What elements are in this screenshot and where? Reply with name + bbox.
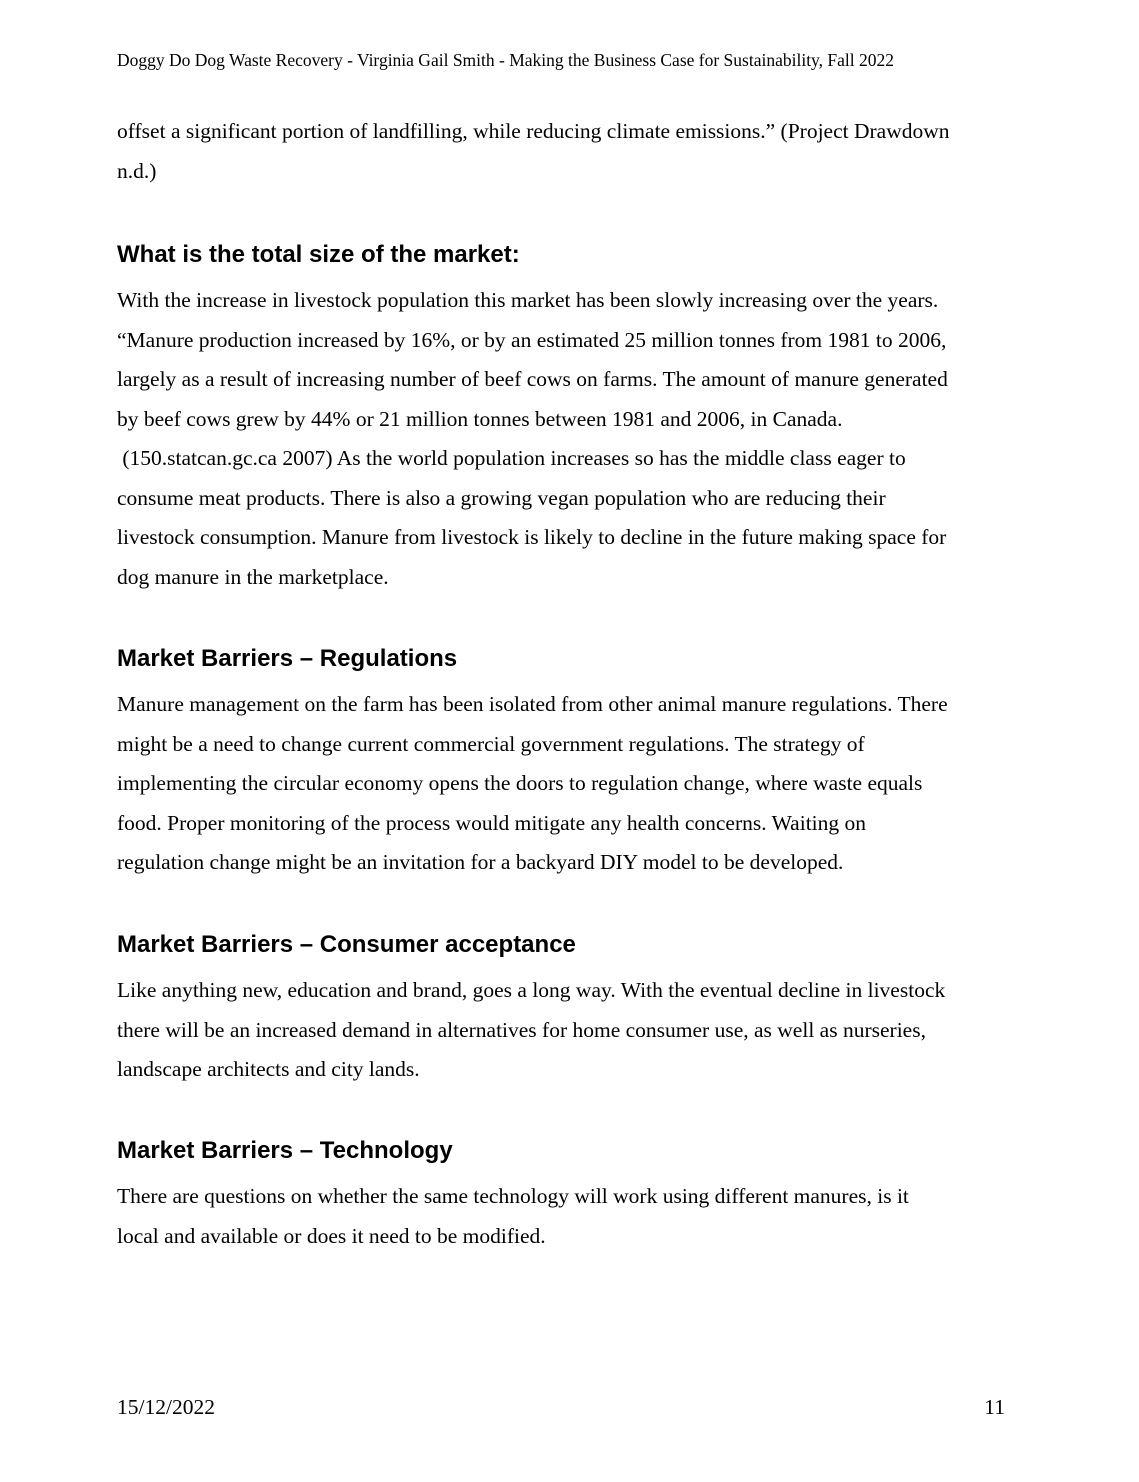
text-line: local and available or does it need to be modified.: [117, 1223, 546, 1248]
section-heading: Market Barriers – Technology: [117, 1137, 453, 1164]
section-regulations-body: [117, 685, 1007, 883]
section-market-size: [117, 240, 1007, 270]
paragraph: [117, 1177, 1007, 1256]
section-technology: [117, 1136, 1007, 1166]
text-line: n.d.): [117, 158, 157, 183]
text-line: There are questions on whether the same technology will work using different manures, is it: [117, 1184, 909, 1208]
text-line: might be a need to change current commercial government regulations. The strategy of: [117, 731, 865, 756]
intro-paragraph: [117, 112, 1007, 191]
footer-date: 15/12/2022: [117, 1395, 215, 1419]
text-line: landscape architects and city lands.: [117, 1057, 420, 1081]
text-line: Like anything new, education and brand, goes a long way. With the eventual decline in livestock: [117, 978, 946, 1002]
text-line: implementing the circular economy opens the doors to regulation change, where waste equals: [117, 771, 923, 795]
text-line: (150.statcan.gc.ca 2007) As the world population increases so has the middle class eager to: [117, 446, 906, 470]
section-technology-body: [117, 1177, 1007, 1256]
section-consumer-acceptance: [117, 930, 1007, 960]
section-heading: What is the total size of the market:: [117, 241, 520, 268]
paragraph: [117, 112, 1007, 191]
text-line: food. Proper monitoring of the process would mitigate any health concerns. Waiting on: [117, 810, 867, 835]
paragraph: [117, 685, 1007, 883]
section-consumer-acceptance-body: [117, 971, 1007, 1090]
section-market-size-body: [117, 281, 1007, 597]
text-line: dog manure in the marketplace.: [117, 564, 389, 589]
text-line: Manure management on the farm has been isolated from other animal manure regulations. There: [117, 692, 948, 716]
paragraph: [117, 971, 1007, 1090]
text-line: offset a significant portion of landfilling, while reducing climate emissions.” (Project Drawdown: [117, 119, 950, 143]
section-heading: Market Barriers – Consumer acceptance: [117, 931, 576, 958]
section-heading: Market Barriers – Regulations: [117, 645, 458, 672]
text-line: there will be an increased demand in alternatives for home consumer use, as well as nurseries,: [117, 1017, 926, 1042]
paragraph: [117, 281, 1007, 597]
text-line: livestock consumption. Manure from livestock is likely to decline in the future making space for: [117, 525, 947, 549]
text-line: With the increase in livestock population this market has been slowly increasing over the years.: [117, 288, 939, 312]
text-line: “Manure production increased by 16%, or by an estimated 25 million tonnes from 1981 to 2006,: [117, 327, 947, 352]
page-number: 11: [984, 1395, 1005, 1419]
text-line: regulation change might be an invitation for a backyard DIY model to be developed.: [117, 850, 844, 874]
text-line: consume meat products. There is also a growing vegan population who are reducing their: [117, 485, 886, 510]
text-line: largely as a result of increasing number of beef cows on farms. The amount of manure generated: [117, 367, 948, 391]
running-header: Doggy Do Dog Waste Recovery - Virginia Gail Smith - Making the Business Case for Sustainability, Fall 2022: [117, 50, 895, 70]
section-regulations: [117, 644, 1007, 674]
text-line: by beef cows grew by 44% or 21 million tonnes between 1981 and 2006, in Canada.: [117, 406, 843, 431]
